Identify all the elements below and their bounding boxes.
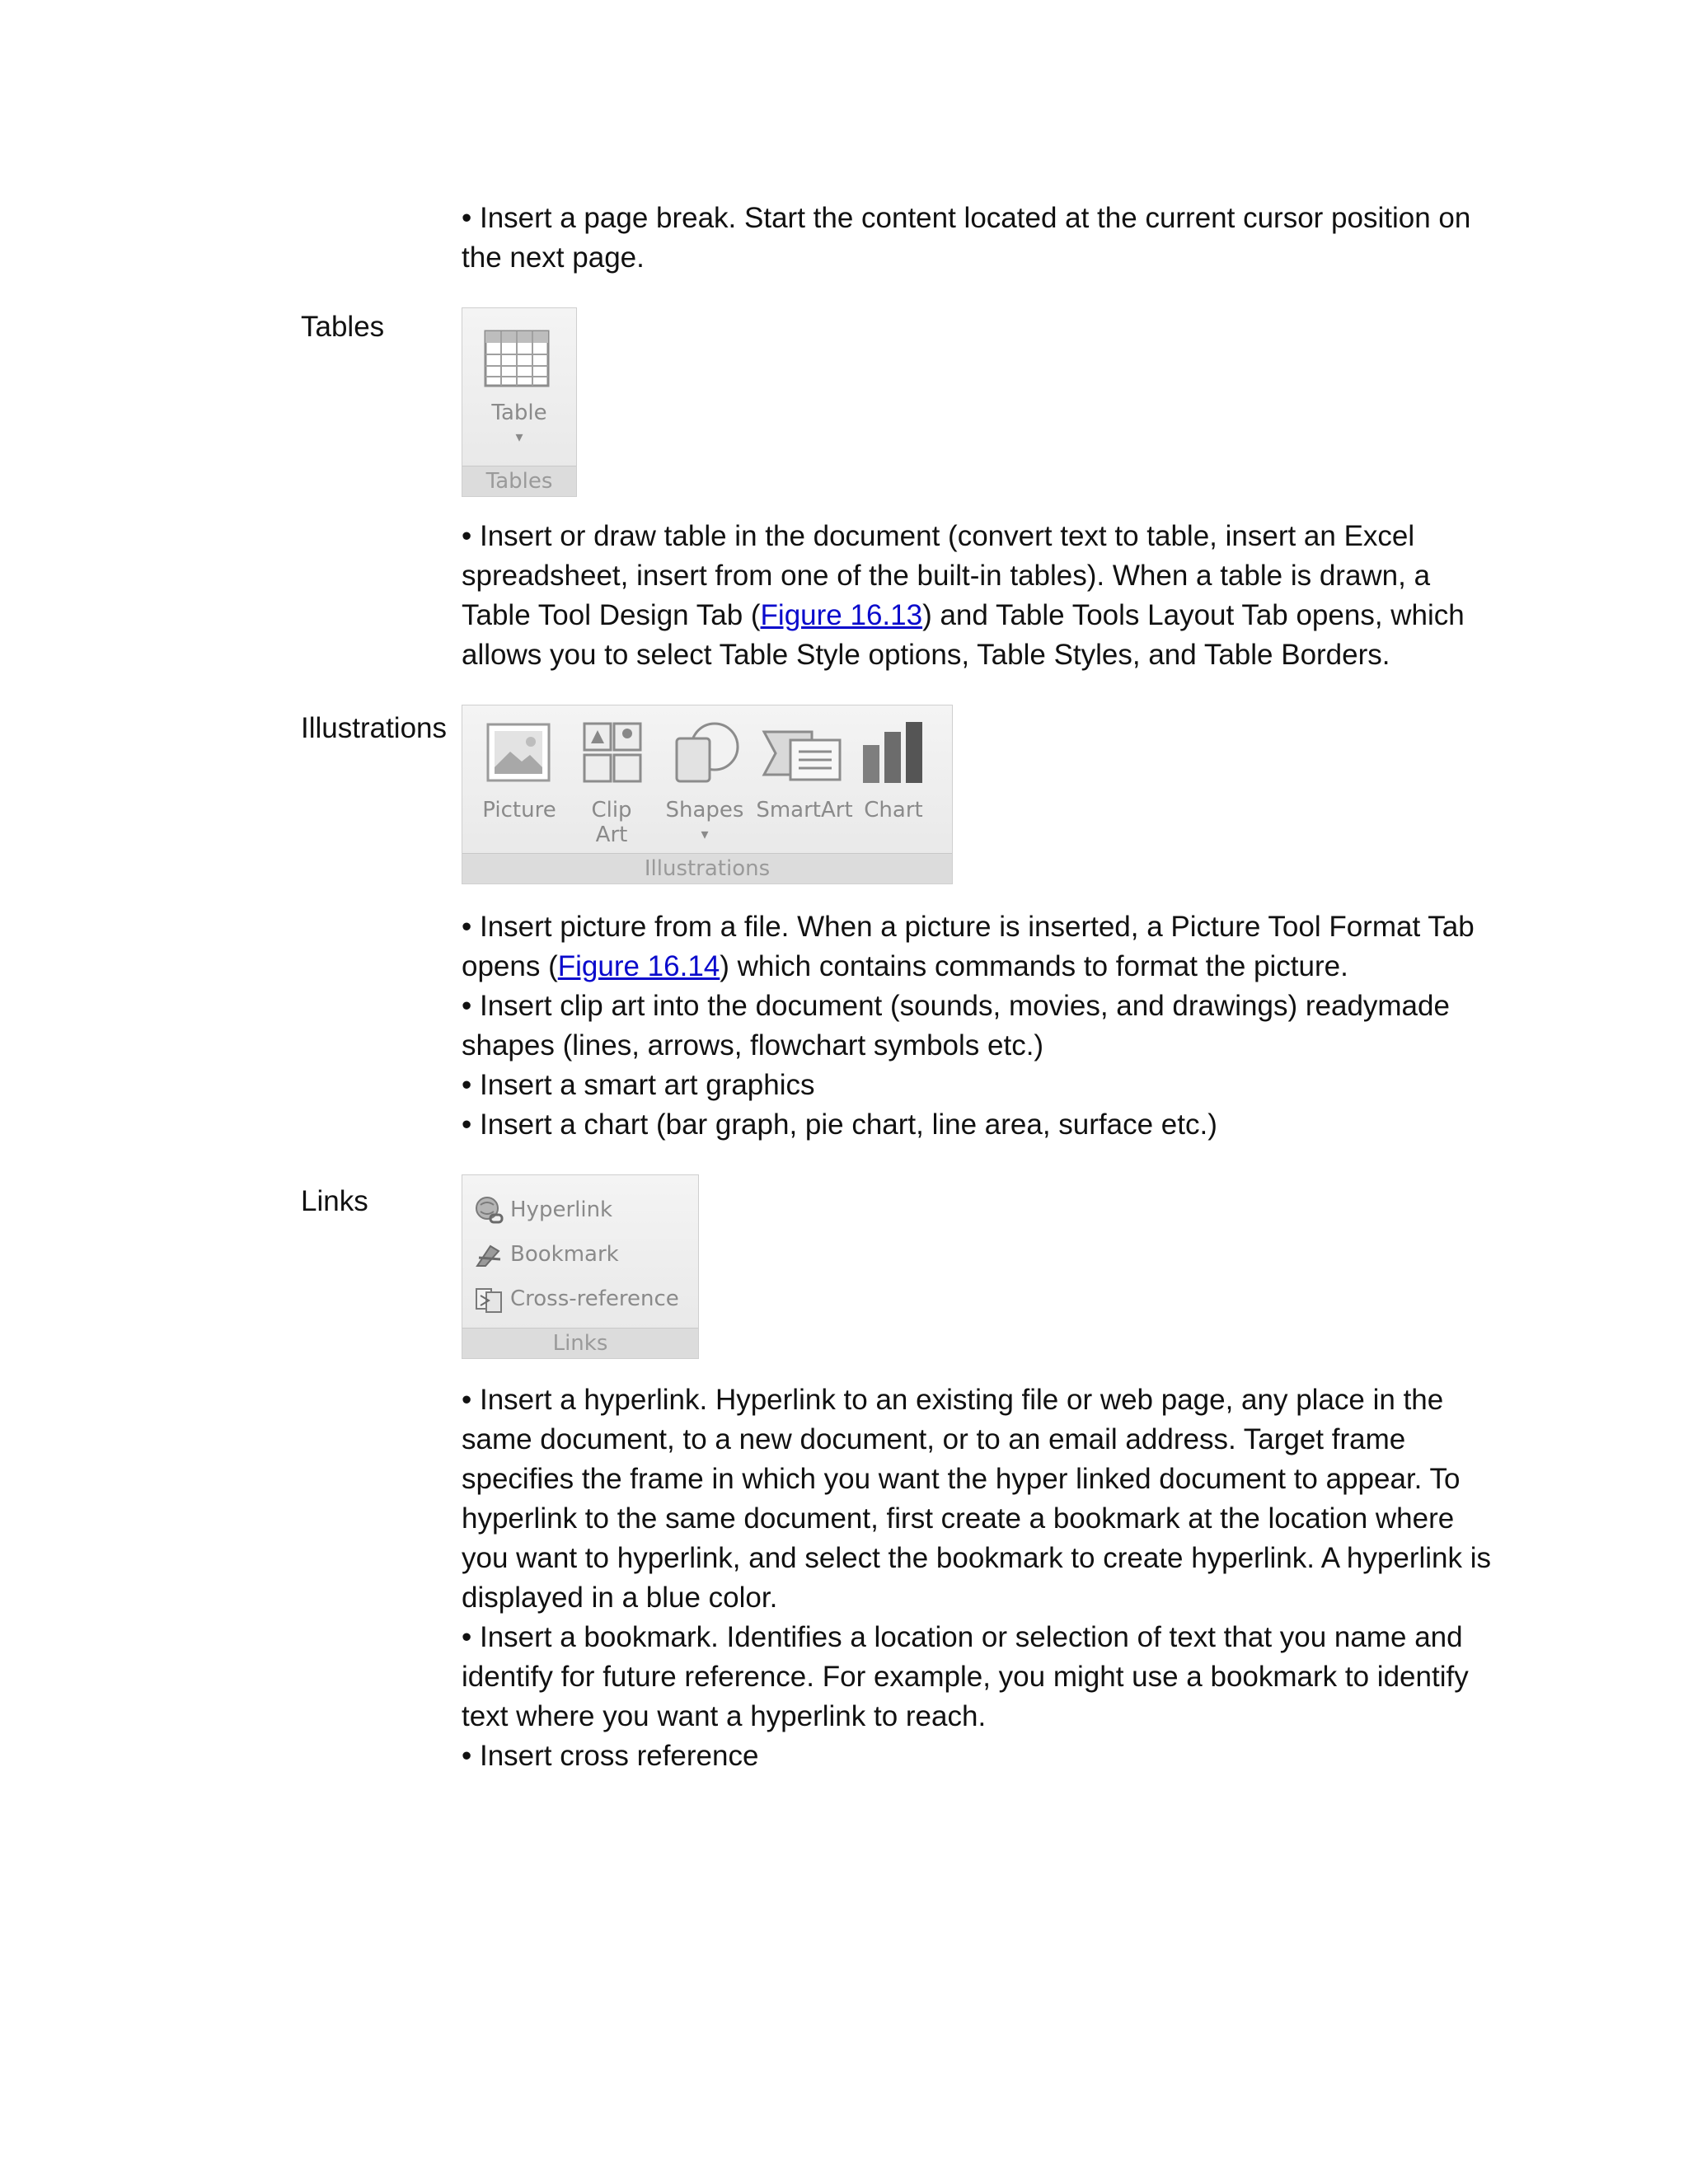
illustrations-desc-line-2: opens (Figure 16.14) which contains commands to format the picture. (462, 950, 1348, 982)
hyperlink-button[interactable]: Hyperlink (474, 1192, 612, 1228)
links-desc-line-8: identify for future reference. For example, you might use a bookmark to identify (462, 1661, 1469, 1693)
tables-heading: Tables (301, 311, 385, 343)
links-desc-line-4: hyperlink to the same document, first create a bookmark at the location where (462, 1502, 1455, 1535)
tables-desc-line-1: • Insert or draw table in the document (convert text to table, insert an Excel (462, 520, 1415, 552)
shapes-icon (670, 720, 743, 786)
illustrations-desc-line-6: • Insert a chart (bar graph, pie chart, line area, surface etc.) (462, 1108, 1217, 1141)
figure-16-13-link[interactable]: Figure 16.13 (760, 599, 923, 631)
illustrations-desc-line-4: shapes (lines, arrows, flowchart symbols etc.) (462, 1029, 1044, 1062)
tables-ribbon-group (462, 307, 577, 497)
shapes-button[interactable]: Shapes (665, 798, 744, 823)
chart-icon (858, 720, 929, 785)
cross-reference-icon (474, 1284, 504, 1314)
tables-desc-line-3: Table Tool Design Tab (Figure 16.13) and Table Tools Layout Tab opens, which (462, 599, 1465, 631)
links-ribbon-group (462, 1174, 699, 1359)
links-desc-line-7: • Insert a bookmark. Identifies a location or selection of text that you name and (462, 1621, 1463, 1653)
illustrations-desc-line-1: • Insert picture from a file. When a picture is inserted, a Picture Tool Format Tab (462, 911, 1475, 943)
hyperlink-icon (474, 1195, 504, 1225)
links-heading: Links (301, 1185, 368, 1217)
tables-group-label: Tables (462, 466, 576, 496)
links-desc-line-6: displayed in a blue color. (462, 1582, 778, 1614)
illustrations-heading: Illustrations (301, 712, 448, 744)
illustrations-desc-line-3: • Insert clip art into the document (sounds, movies, and drawings) readymade (462, 990, 1450, 1022)
clip-art-button[interactable]: Clip Art (591, 798, 632, 847)
shapes-chevron-down-icon[interactable]: ▾ (701, 826, 709, 843)
tables-desc-line-4: allows you to select Table Style options, Table Styles, and Table Borders. (462, 639, 1390, 671)
cross-reference-button[interactable]: Cross-reference (474, 1281, 679, 1317)
clip-art-icon (583, 722, 642, 783)
links-desc-line-9: text where you want a hyperlink to reach. (462, 1700, 987, 1732)
illustrations-desc-line-5: • Insert a smart art graphics (462, 1069, 815, 1101)
figure-16-14-link[interactable]: Figure 16.14 (557, 950, 720, 982)
smartart-button[interactable]: SmartArt (756, 798, 853, 823)
links-desc-line-1: • Insert a hyperlink. Hyperlink to an existing file or web page, any place in the (462, 1384, 1444, 1416)
tables-desc-line-2: spreadsheet, insert from one of the built-in tables). When a table is drawn, a (462, 560, 1431, 592)
page-break-text-line-1: • Insert a page break. Start the content located at the current cursor position on (462, 202, 1471, 234)
illustrations-ribbon-group (462, 705, 953, 884)
picture-button[interactable]: Picture (482, 798, 556, 823)
bookmark-icon (474, 1240, 504, 1269)
table-icon (484, 330, 550, 387)
illustrations-group-label: Illustrations (462, 853, 952, 883)
links-desc-line-3: specifies the frame in which you want the hyper linked document to appear. To (462, 1463, 1461, 1495)
chart-button[interactable]: Chart (864, 798, 923, 823)
links-group-label: Links (462, 1328, 698, 1358)
page-break-text-line-2: the next page. (462, 241, 645, 274)
links-desc-line-5: you want to hyperlink, and select the bookmark to create hyperlink. A hyperlink is (462, 1542, 1491, 1574)
bookmark-button[interactable]: Bookmark (474, 1236, 619, 1272)
links-desc-line-10: • Insert cross reference (462, 1740, 759, 1772)
links-desc-line-2: same document, to a new document, or to an email address. Target frame (462, 1423, 1406, 1455)
chevron-down-icon[interactable]: ▾ (515, 429, 523, 446)
picture-icon (485, 722, 551, 783)
smartart-icon (761, 724, 843, 783)
table-button[interactable]: Table (491, 401, 547, 425)
